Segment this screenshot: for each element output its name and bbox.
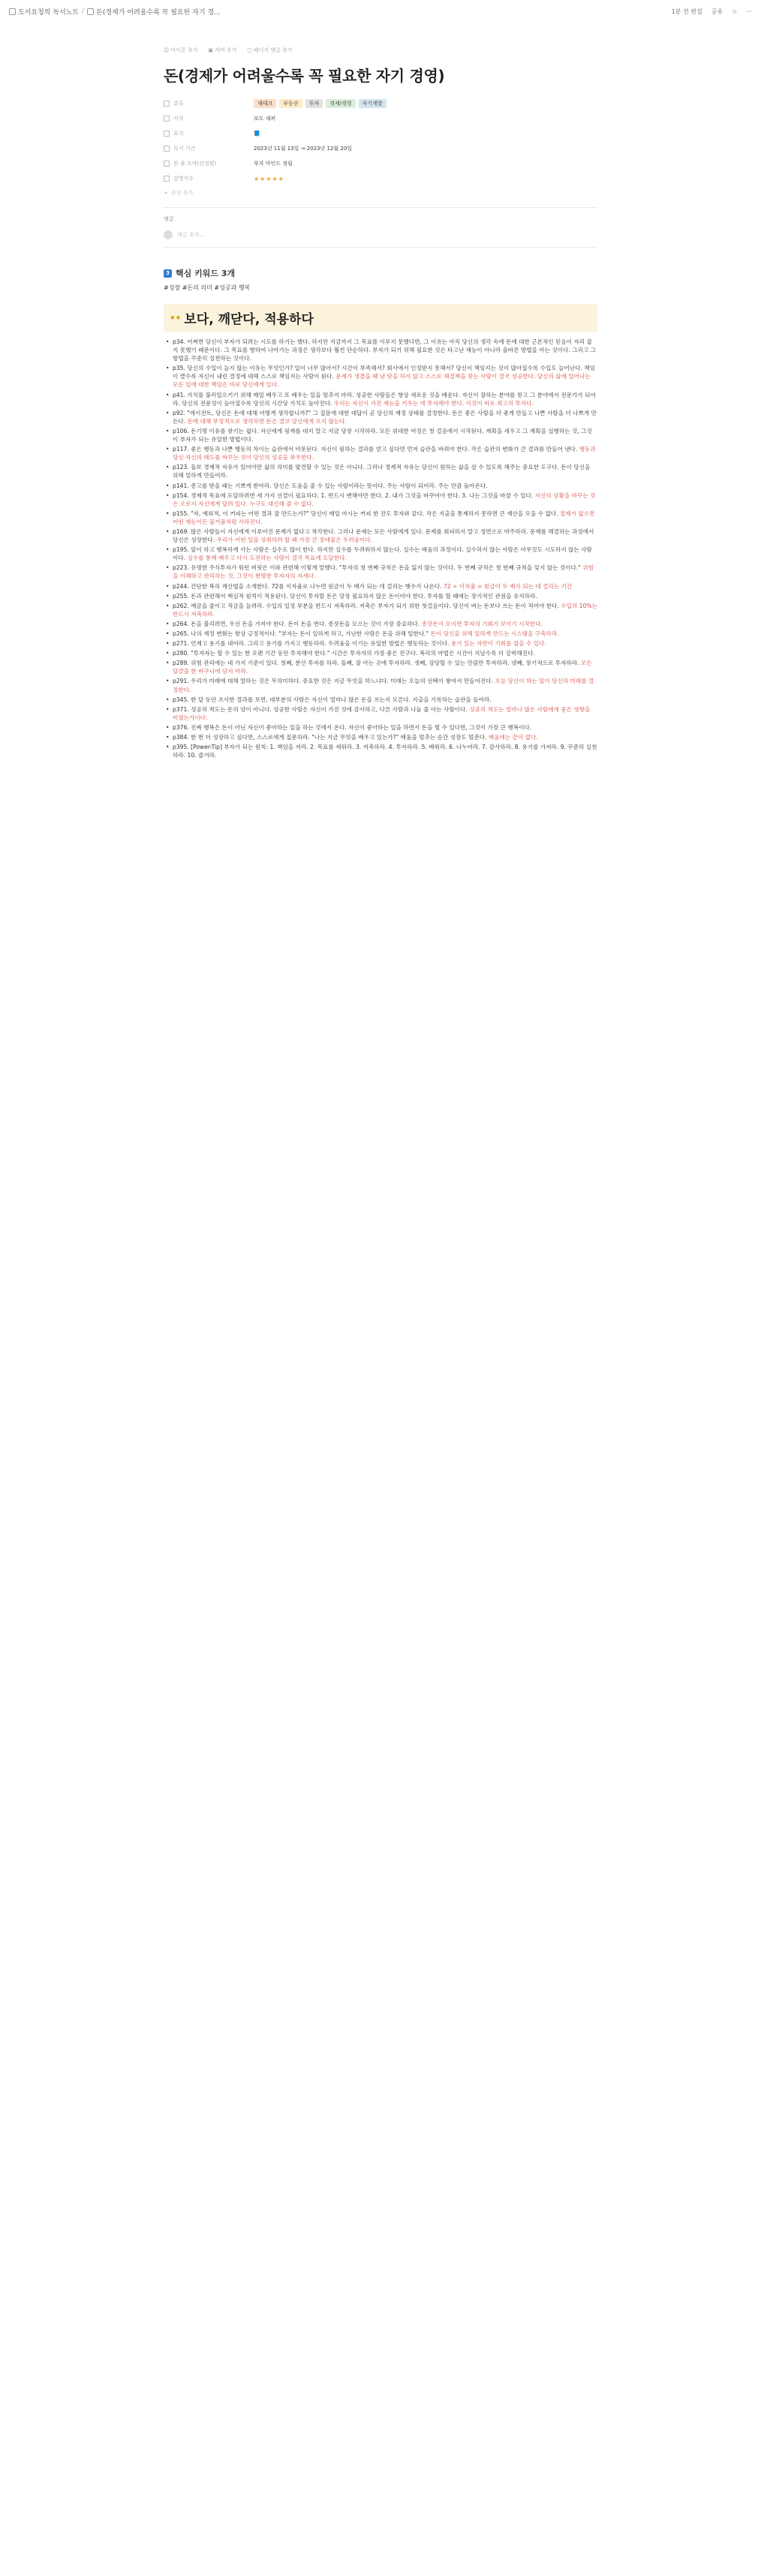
- add-property-button[interactable]: + 속성 추가: [164, 190, 194, 196]
- page-icon: [9, 8, 16, 15]
- note-text: p35. 당신의 수입이 늘지 않는 이유는 무엇인가? 일이 너무 많아서? 시간이 부족해서? 회사에서 인정받지 못해서? 당신이 책임지는 것이 많아질수록 수입도 늘어난다. 책임이 클수록 자신이 내린 결정에 대해 스스로 책임지는 사람이 된다.: [173, 365, 595, 380]
- rating-stars: ★★★★★: [254, 175, 284, 182]
- breadcrumb: [9, 7, 221, 17]
- comments-label: 댓글: [164, 216, 174, 222]
- note-text: p92. "에이전트, 당신은 돈에 대해 어떻게 생각합니까?" 그 질문에 대한 대답이 곧 당신의 재정 상태를 결정한다. 돈은 좋은 사람을 더 좋게 만들고 나쁜 사람을 더 나쁘게 만든다.: [173, 409, 597, 425]
- select-icon: [164, 176, 170, 182]
- note-item: [164, 463, 597, 479]
- note-text: p155. "자, 예외적, 이 커피는 어떤 결과 잘 만드는가?" 당신이 매일 마시는 커피 한 잔도 투자와 같다. 작은 지출을 통제하지 못하면 큰 재산을 모을 수 없다.: [173, 509, 560, 517]
- add-icon-button[interactable]: ☺ 아이콘 추가: [164, 47, 198, 53]
- note-item: [164, 445, 597, 461]
- note-highlight: 행동과 당신 자신의 태도를 바꾸는 것이 당신의 성공을 좌우한다.: [173, 446, 596, 461]
- note-item: [164, 592, 597, 600]
- note-highlight: 돈이 당신을 위해 일하게 만드는 시스템을 구축하라.: [430, 630, 559, 637]
- note-item: [164, 364, 597, 389]
- note-item: [164, 528, 597, 544]
- plus-icon: +: [164, 190, 168, 196]
- note-text: p371. 성공의 척도는 돈의 양이 아니다. 성공한 사람은 자신이 가진 것에 감사하고, 다른 사람과 나눌 줄 아는 사람이다.: [173, 705, 470, 713]
- page-icon: [87, 8, 94, 15]
- note-text: p291. 우리가 미래에 대해 말하는 것은 무의미하다. 중요한 것은 지금 무엇을 하느냐다. 미래는 오늘의 선택이 쌓여서 만들어진다.: [173, 678, 495, 685]
- divider: [164, 247, 597, 248]
- text-icon: [164, 161, 170, 167]
- note-item: [164, 630, 597, 638]
- breadcrumb-item-parent[interactable]: 도서요청의 독서노트: [9, 7, 79, 17]
- note-highlight: 용기 있는 자만이 기회를 잡을 수 있다.: [450, 640, 546, 648]
- note-item: [164, 509, 597, 526]
- note-item: [164, 743, 597, 759]
- note-text: p244. 간단한 복리 계산법을 소개한다. 72를 이자율로 나누면 원금이 두 배가 되는 데 걸리는 햇수가 나온다.: [173, 582, 444, 590]
- note-highlight: 72 ÷ 이자율 = 원금이 두 배가 되는 데 걸리는 기간: [443, 582, 573, 590]
- note-item: [164, 564, 597, 580]
- note-text: p106. 돈기명 이유를 찾기는 쉽다. 자신에게 핑계를 대지 말고 지금 당장 시작하라. 모든 위대한 여정은 첫 걸음에서 시작된다. 계획을 세우고 그 계획을 실행하는 것, 그것이 부자가 되는 유일한 방법이다.: [173, 427, 592, 443]
- note-item: [164, 639, 597, 648]
- note-text: p41. 가치를 불러일으키기 위해 매일 배우고 또 배우는 일을 멈추지 마라. 성공한 사람들은 항상 새로운 것을 배운다. 자신이 잘하는 분야를 찾고 그 분야에서 전문가가 되어라. 당신의 전문성이 높아질수록 당신의 시간당 가치도 높아진다.: [173, 391, 596, 407]
- note-item: [164, 391, 597, 407]
- divider: [164, 207, 597, 208]
- note-highlight: 배움에는 끝이 없다.: [488, 734, 538, 741]
- category-tag: 자기계발: [359, 99, 387, 108]
- note-highlight: 성공의 척도는 얼마나 많은 사람에게 좋은 영향을 미쳤는가이다.: [173, 705, 591, 721]
- note-text: p395. [Power-Tip] 부자가 되는 원칙: 1. 책임을 져라. 2. 목표를 세워라. 3. 저축하라. 4. 투자하라. 5. 배워라. 6. 나누어라. 7. 감사하라. 8. 용기를 가져라. 9. 꾸준히 실천하라. 10. 즐겨라.: [173, 744, 597, 759]
- note-highlight: 실수를 통해 배우고 다시 도전하는 사람이 결국 목표에 도달한다.: [187, 555, 347, 562]
- note-item: [164, 705, 597, 722]
- note-item: [164, 482, 597, 490]
- note-highlight: 수입의 10%는 반드시 저축하라.: [173, 602, 597, 618]
- page-content: [164, 45, 597, 761]
- note-text: p280. "투자자는 할 수 있는 한 오랜 기간 동안 투자해야 한다." 시간은 투자자의 가장 좋은 친구다. 복리의 마법은 시간이 지날수록 더 강력해진다.: [173, 650, 535, 657]
- note-highlight: 문제가 생겼을 때 남 탓을 하지 않고 스스로 해결책을 찾는 사람이 결국 성공한다. 당신의 삶에 일어나는 모든 일에 대한 책임은 바로 당신에게 있다.: [173, 373, 591, 389]
- property-rating[interactable]: 감명지수 ★★★★★: [164, 171, 597, 186]
- note-text: p262. 예금을 줄이고 적금을 늘려라. 수입의 일정 부분을 반드시 저축하라. 저축은 부자가 되기 위한 첫걸음이다. 당신이 버는 돈보다 쓰는 돈이 적어야 한다.: [173, 602, 561, 609]
- keywords-heading: 3 핵심 키워드 3개: [164, 267, 597, 279]
- note-text: p384. 한 번 더 성장하고 싶다면, 스스로에게 질문하라. "나는 지금 무엇을 배우고 있는가?" 배움을 멈추는 순간 성장도 멈춘다.: [173, 734, 489, 741]
- category-tag: 부동산: [279, 99, 302, 108]
- note-highlight: 종잣돈이 모이면 투자의 기회가 보이기 시작한다.: [421, 620, 543, 627]
- note-highlight: 위험을 이해하고 관리하는 것, 그것이 현명한 투자자의 자세다.: [173, 564, 594, 580]
- add-comment-button[interactable]: ▢ 페이지 댓글 추가: [247, 47, 293, 53]
- number-icon: 3: [164, 269, 172, 278]
- comment-input[interactable]: 댓글 추가...: [164, 230, 597, 239]
- eyes-icon: ••: [170, 312, 182, 323]
- text-icon: [164, 116, 170, 122]
- note-text: p169. 많은 사람들이 자신에게 이루어진 문제가 없다고 착각한다. 그러나 문제는 모든 사람에게 있다. 문제를 회피하지 말고 정면으로 마주하라. 문제를 해결하는 과정에서 당신은 성장한다.: [173, 528, 594, 544]
- note-highlight: 절제가 없으면 어떤 재능이든 물거품처럼 사라진다.: [173, 509, 595, 525]
- note-item: [164, 677, 597, 693]
- note-text: p289. 위험 관리에는 네 가지 기준이 있다. 첫째, 분산 투자를 하라. 둘째, 잘 아는 곳에 투자하라. 셋째, 감당할 수 있는 만큼만 투자하라. 넷째, 장기적으로 투자하라.: [173, 660, 581, 667]
- note-text: p154. 경제적 목표에 도달하려면 세 가지 선결이 필요하다. 1. 반드시 변해야만 한다. 2. 내가 그것을 바꾸어야 한다. 3. 나는 그것을 바꿀 수 있다.: [173, 491, 535, 499]
- keywords-tags: #성장 #돈의 의미 #성공과 행복: [164, 284, 251, 291]
- note-text: p376. 진짜 행복은 돈이 아닌 자신이 좋아하는 일을 하는 것에서 온다. 자신이 좋아하는 일을 하면서 돈을 벌 수 있다면, 그것이 가장 큰 행복이다.: [173, 723, 532, 731]
- favorite-star-icon[interactable]: ☆: [732, 8, 738, 15]
- file-icon: [164, 131, 170, 137]
- note-item: [164, 582, 597, 591]
- avatar: [164, 230, 173, 239]
- note-item: [164, 546, 597, 562]
- category-tag: 경제/경영: [326, 99, 355, 108]
- note-text: p117. 좋은 행동과 나쁜 행동의 차이는 습관에서 비롯된다. 자신이 원하는 결과를 얻고 싶다면 먼저 습관을 바꿔야 한다. 작은 습관의 변화가 큰 결과를 만들어 낸다.: [173, 446, 579, 453]
- multi-select-icon: [164, 101, 170, 107]
- note-highlight: 오늘 당신이 하는 일이 당신의 미래를 결정한다.: [173, 678, 594, 693]
- category-tags: [254, 99, 387, 108]
- image-icon: ▣: [208, 47, 213, 53]
- note-highlight: 돈에 대해 부정적으로 생각하면 돈은 결코 당신에게 오지 않는다.: [187, 417, 347, 425]
- topbar-actions: [672, 8, 752, 16]
- property-category[interactable]: 분류 재테크 부동산 투자 경제/경영 자기계발: [164, 96, 597, 111]
- breadcrumb-separator: /: [82, 8, 85, 15]
- note-item: [164, 491, 597, 508]
- note-text: p265. 나의 재정 변화는 항상 긍정적이다. "부자는 돈이 일하게 하고, 가난한 사람은 돈을 위해 일한다.": [173, 630, 431, 637]
- notes-list: [164, 338, 597, 759]
- property-reading-period[interactable]: 독서 기간 2023년 11월 13일 → 2023년 12월 20일: [164, 141, 597, 156]
- breadcrumb-item-current[interactable]: 돈(경제가 어려울수록 꼭 필요한 자기 경...: [87, 7, 221, 17]
- page-title[interactable]: 돈(경제가 어려울수록 꼭 필요한 자기 경영): [164, 67, 445, 85]
- note-item: [164, 427, 597, 443]
- note-highlight: 우리가 어떤 일을 성취하려 할 때 가장 큰 장애물은 두려움이다.: [216, 537, 373, 544]
- note-highlight: 자신의 상황을 바꾸는 것은 오로지 자신에게 달려 있다. 누구도 대신해 줄 수 없다.: [173, 491, 596, 507]
- calendar-icon: [164, 146, 170, 152]
- share-button[interactable]: 공유: [711, 8, 723, 15]
- note-text: p123. 돌보 경제적 자유가 있어야만 삶의 의미를 발견할 수 있는 것은 아니다. 그러나 경제적 자유는 당신이 원하는 삶을 살 수 있도록 해주는 중요한 도구다. 돈이 당신을 위해 일하게 만들어라.: [173, 464, 591, 479]
- note-item: [164, 409, 597, 425]
- note-item: [164, 338, 597, 362]
- property-cover[interactable]: 표지 📘: [164, 126, 597, 141]
- top-bar: [0, 0, 761, 23]
- note-text: p271. 언제고 용기를 내어라. 그리고 용기를 가지고 행동하라. 두려움을 이기는 유일한 방법은 행동하는 것이다.: [173, 640, 451, 648]
- note-item: [164, 659, 597, 675]
- note-text: p255. 돈과 관련해서 핵심적 원칙이 적용된다. 당신이 투자할 돈은 당장 필요하지 않은 돈이어야 한다. 투자를 할 때에는 장기적인 관점을 유지하라.: [173, 592, 537, 600]
- smile-icon: ☺: [164, 47, 170, 53]
- note-item: [164, 696, 597, 704]
- comment-icon: ▢: [247, 47, 252, 53]
- more-options-icon[interactable]: ···: [746, 8, 752, 15]
- note-item: [164, 733, 597, 741]
- property-summary[interactable]: 한 줄 요약(선정평) 부자 마인드 정립: [164, 156, 597, 171]
- page-actions: [164, 45, 597, 56]
- section-heading: •• 보다, 깨닫다, 적용하다: [164, 304, 597, 332]
- add-cover-button[interactable]: ▣ 커버 추가: [208, 47, 237, 53]
- note-text: p195. 앞이 하고 행복하게 사는 사람은 실수도 많이 한다. 하지만 실수를 두려워하지 않는다. 실수는 배움의 과정이다. 실수하지 않는 사람은 아무것도 시도하지 않는 사람이다.: [173, 546, 592, 562]
- edited-timestamp: 1분 전 편집: [671, 8, 702, 15]
- category-tag: 투자: [305, 99, 323, 108]
- note-text: p264. 돈을 불리려면, 우선 돈을 가져야 한다. 돈이 돈을 번다. 종잣돈을 모으는 것이 가장 중요하다.: [173, 620, 422, 627]
- property-author[interactable]: 저자 보도 섀퍼: [164, 111, 597, 126]
- note-highlight: 모든 달걀을 한 바구니에 담지 마라.: [173, 660, 592, 675]
- note-text: p141. 종고를 받을 때는 기쁘게 받아라. 당신은 도움을 줄 수 있는 사람이라는 뜻이다. 주는 사람이 되어라. 주는 만큼 돌아온다.: [173, 482, 488, 489]
- note-highlight: 우리는 자신이 가진 재능을 키우는 데 투자해야 한다. 이것이 바로 최고의 투자다.: [333, 399, 534, 407]
- category-tag: 재테크: [254, 99, 276, 108]
- note-text: p345. 한 달 동안 조사한 결과를 보면, 대부분의 사람은 자신이 얼마나 많은 돈을 쓰는지 모른다. 지출을 기록하는 습관을 들여라.: [173, 696, 492, 703]
- note-item: [164, 620, 597, 628]
- note-text: p223. 유명한 주식투자가 워런 버핏은 이와 관련해 이렇게 말했다. "투자의 첫 번째 규칙은 돈을 잃지 않는 것이다. 두 번째 규칙은 첫 번째 규칙을 잊지 않는 것이다.": [173, 564, 583, 572]
- note-item: [164, 649, 597, 657]
- note-text: p34. 어쩌면 당신이 부자가 되려는 시도를 하기는 했다. 하지만 지금까지 그 목표를 이루지 못했다면, 그 이유는 아직 당신의 생각 속에 돈에 대한 근본적인 믿음이 자리 잡지 못했기 때문이다. 그 목표를 향하여 나아가는 과정은 생각보다 훨씬 단순하다. 부자가 되기 위해 필요한 것은 타고난 재능이 아니라 올바른 방법을 아는 것이다. 그리고 그 방법을 꾸준히 실천하는 것이다.: [173, 338, 596, 362]
- note-item: [164, 602, 597, 618]
- properties: [164, 96, 597, 200]
- note-item: [164, 723, 597, 732]
